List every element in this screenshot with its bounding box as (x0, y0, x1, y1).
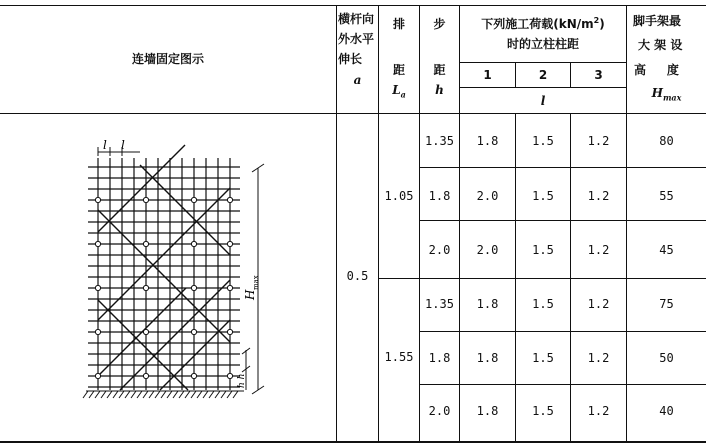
cell-l2: 1.5 (532, 189, 554, 203)
cell-l3: 1.2 (587, 351, 610, 365)
cell-hmax: 75 (659, 297, 674, 311)
wall-tie-marker (95, 373, 100, 378)
wall-tie-marker (191, 241, 196, 246)
rule-v1 (336, 5, 337, 442)
bracing-diagonal (98, 210, 230, 342)
ground-hatch (155, 391, 160, 398)
cell-l1: 2.0 (476, 189, 499, 203)
wall-tie-marker (143, 241, 148, 246)
wall-tie-marker (227, 373, 232, 378)
col-lb-symbol: $L_a$ (392, 83, 406, 100)
col-lb-top: 排 (392, 17, 405, 31)
col-a-line3: 伸长 (338, 52, 363, 66)
col-a-symbol: a (353, 73, 362, 87)
ground-hatch (119, 391, 124, 398)
col-lb-mid: 距 (392, 63, 405, 77)
ground-hatch (233, 391, 238, 398)
lb-group-2: 1.55 (384, 350, 414, 364)
cell-l1: 1.8 (476, 404, 499, 418)
cell-l1: 2.0 (476, 243, 499, 257)
wall-tie-marker (227, 285, 232, 290)
cell-h: 1.35 (425, 297, 454, 311)
ground-hatch (143, 391, 148, 398)
rule-row-2 (419, 220, 706, 221)
cell-l2: 1.5 (532, 134, 554, 148)
hmax-line3: 高 度 (634, 63, 679, 77)
ground-hatch (113, 391, 118, 398)
rule-v7 (626, 5, 627, 442)
ground-hatch (227, 391, 232, 398)
rule-load-sub2 (459, 87, 626, 88)
cell-hmax: 50 (659, 351, 674, 365)
wall-tie-marker (143, 329, 148, 334)
cell-l1: 1.8 (476, 297, 499, 311)
load-sub-3: 3 (594, 68, 603, 82)
rule-row-4 (419, 331, 706, 332)
ground-hatch (197, 391, 202, 398)
col-h-mid: 距 (433, 63, 446, 77)
ground-hatch (149, 391, 154, 398)
cell-l3: 1.2 (587, 297, 610, 311)
l-label-left: l (103, 138, 107, 152)
ground-hatch (161, 391, 166, 398)
cell-hmax: 55 (659, 189, 674, 203)
a-value: 0.5 (346, 269, 369, 283)
hmax-line2: 大 架 设 (638, 38, 683, 52)
ground-hatch (173, 391, 178, 398)
cell-l2: 1.5 (532, 297, 554, 311)
ground-hatch (209, 391, 214, 398)
cell-l3: 1.2 (587, 243, 610, 257)
hmax-line1: 脚手架最 (633, 14, 682, 28)
hmax-label: H (243, 289, 257, 300)
load-l-symbol: l (540, 94, 546, 108)
wall-tie-marker (143, 197, 148, 202)
wall-tie-marker (95, 285, 100, 290)
wall-tie-marker (191, 197, 196, 202)
diagram-title: 连墙固定图示 (131, 52, 204, 66)
bracing-diagonal (120, 280, 230, 390)
wall-tie-marker (95, 197, 100, 202)
ground-hatch (89, 391, 94, 398)
load-sub-2: 2 (538, 68, 548, 82)
ground-hatch (83, 391, 88, 398)
cell-l1: 1.8 (476, 351, 499, 365)
ground-hatch (95, 391, 100, 398)
cell-l3: 1.2 (587, 404, 610, 418)
col-a-line1: 横杆向 (338, 12, 375, 26)
cell-l3: 1.2 (587, 189, 610, 203)
scaffold-wall-tie-diagram (0, 0, 336, 447)
ground-hatch (221, 391, 226, 398)
lb-group-1: 1.05 (384, 189, 414, 203)
wall-tie-marker (143, 373, 148, 378)
wall-tie-marker (95, 329, 100, 334)
ground-hatch (179, 391, 184, 398)
cell-h: 2.0 (428, 404, 451, 418)
l-label-right: l (121, 138, 125, 152)
rule-row-3 (378, 278, 706, 279)
ground-hatch (101, 391, 106, 398)
ground-hatch (137, 391, 142, 398)
cell-hmax: 40 (659, 404, 674, 418)
cell-l3: 1.2 (587, 134, 610, 148)
cell-l2: 1.5 (532, 404, 554, 418)
ground-hatch (131, 391, 136, 398)
cell-h: 1.8 (428, 189, 451, 203)
rule-load-sub (459, 62, 626, 63)
hmax-label-sub: max (252, 275, 260, 290)
wall-tie-marker (191, 329, 196, 334)
cell-h: 1.8 (428, 351, 451, 365)
rule-row-1 (419, 167, 706, 168)
load-sub-1: 1 (483, 68, 492, 82)
load-line1: 下列施工荷载$(kN/m^2)$ (481, 16, 605, 31)
cell-l2: 1.5 (532, 243, 554, 257)
ground-hatch (215, 391, 220, 398)
wall-tie-marker (227, 241, 232, 246)
wall-tie-marker (95, 241, 100, 246)
cell-h: 2.0 (428, 243, 451, 257)
cell-l2: 1.5 (532, 351, 554, 365)
ground-hatch (125, 391, 130, 398)
ground-hatch (167, 391, 172, 398)
wall-tie-marker (227, 197, 232, 202)
wall-tie-marker (143, 285, 148, 290)
cell-hmax: 80 (659, 134, 674, 148)
ground-hatch (107, 391, 112, 398)
ground-hatch (191, 391, 196, 398)
col-a-line2: 外水平 (338, 32, 375, 46)
cell-l1: 1.8 (476, 134, 499, 148)
cell-h: 1.35 (425, 134, 454, 148)
load-line2: 时的立柱柱距 (506, 37, 579, 51)
ground-hatch (185, 391, 190, 398)
col-h-top: 步 (433, 17, 446, 31)
h-pair-label: h h (237, 373, 247, 388)
wall-tie-marker (191, 285, 196, 290)
wall-tie-marker (227, 329, 232, 334)
col-h-symbol: h (435, 83, 444, 97)
hmax-symbol: $H_{max}$ (651, 86, 682, 103)
rule-row-5 (419, 384, 706, 385)
ground-hatch (203, 391, 208, 398)
cell-hmax: 45 (659, 243, 674, 257)
wall-tie-marker (191, 373, 196, 378)
